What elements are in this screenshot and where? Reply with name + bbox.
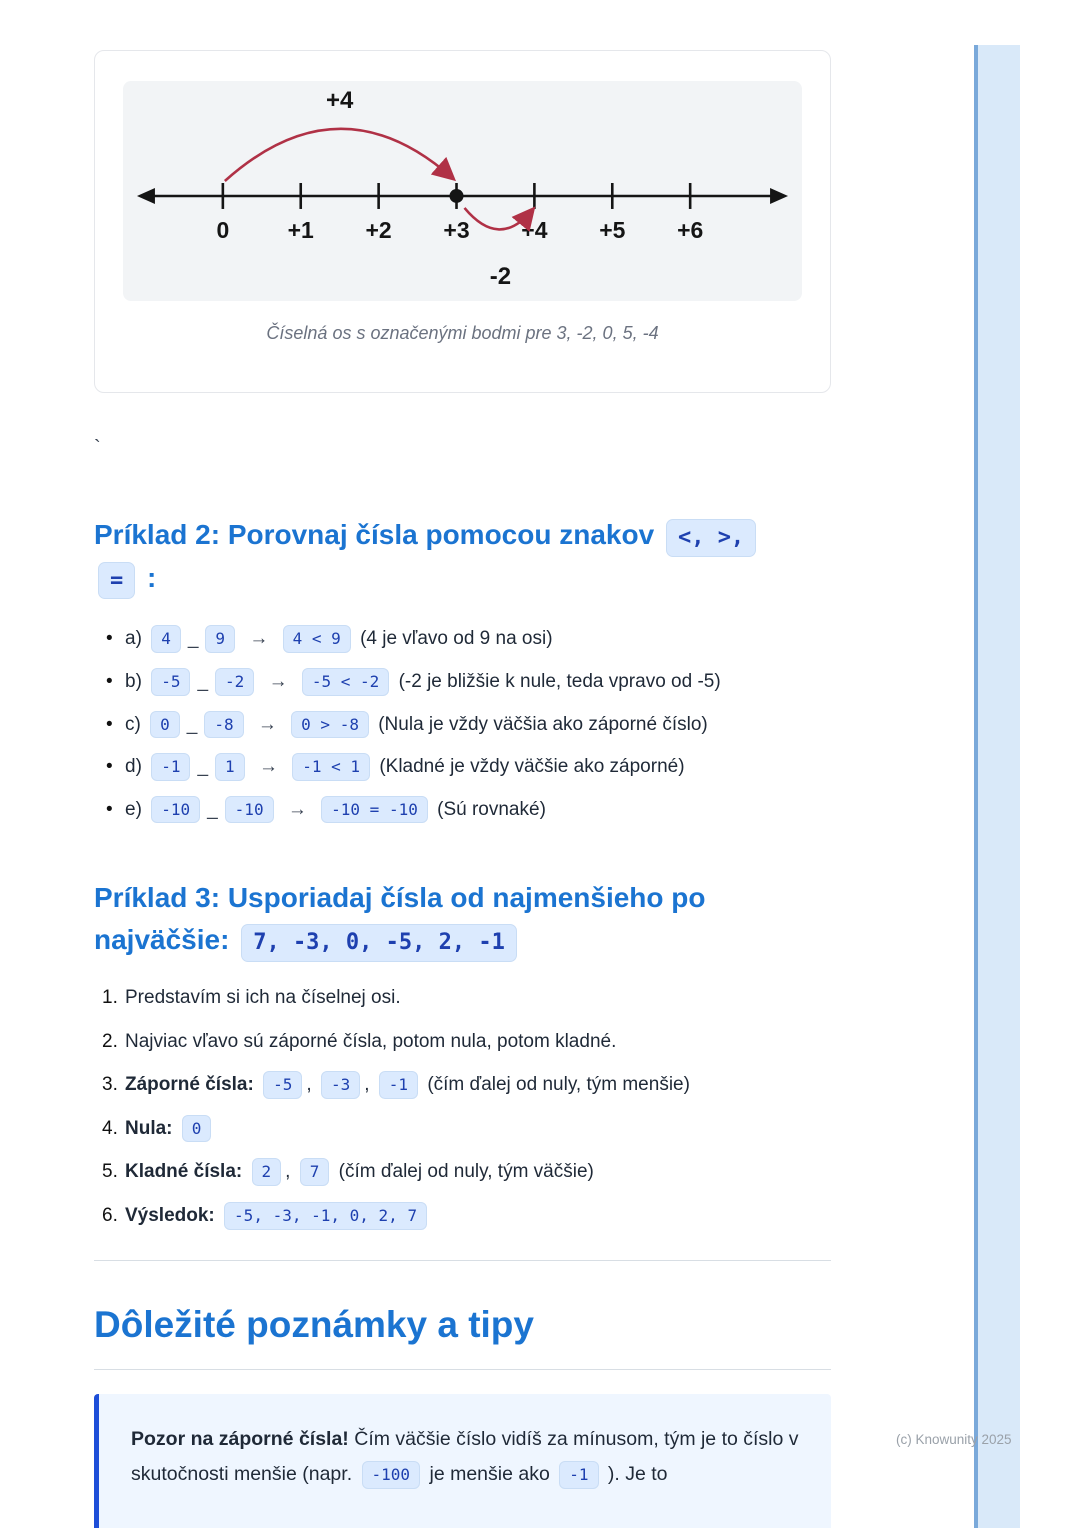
step-number: 1.: [102, 987, 118, 1009]
callout-bold-lead: Pozor na záporné čísla!: [131, 1427, 349, 1450]
step-label: Výsledok:: [125, 1204, 215, 1226]
tick-label: +5: [599, 216, 626, 243]
code-badge: -8: [204, 711, 243, 739]
bullet-marker: •: [106, 756, 113, 778]
example2-heading: [94, 514, 831, 599]
bullet-marker: •: [106, 798, 113, 820]
code-badge: 4: [151, 625, 181, 653]
step-number: 5.: [102, 1161, 118, 1183]
code-badge: 0: [150, 711, 180, 739]
tick-label: +6: [677, 216, 704, 243]
tick-label: +2: [365, 216, 392, 243]
tick-label: +3: [443, 216, 470, 243]
code-badge: -10: [225, 796, 274, 824]
figure-card: [94, 50, 831, 393]
section-divider: [94, 1260, 831, 1261]
list-item: • d) -1 _ 1 → -1 < 1 (Kladné je vždy väčšie ako záporné): [94, 753, 831, 781]
item-note: (Kladné je vždy väčšie ako záporné): [379, 756, 685, 778]
example3-title-line1: Príklad 3: Usporiadaj čísla od najmenšieho po: [94, 882, 706, 914]
item-note: (Nula je vždy väčšia ako záporné číslo): [378, 713, 708, 735]
code-badge: -3: [321, 1071, 360, 1099]
code-badge: -5: [263, 1071, 302, 1099]
bullet-marker: •: [106, 670, 113, 692]
code-badge: -5 < -2: [302, 668, 389, 696]
list-item: • e) -10 _ -10 → -10 = -10 (Sú rovnaké): [94, 796, 831, 824]
tick-label: 0: [216, 216, 230, 243]
arrow-glyph: →: [258, 756, 278, 778]
tick-label: +4: [521, 216, 548, 243]
step-item: 2. Najviac vľavo sú záporné čísla, potom nula, potom kladné.: [94, 1028, 831, 1056]
step-note: (čím ďalej od nuly, tým väčšie): [338, 1161, 594, 1183]
code-badge: 4 < 9: [283, 625, 351, 653]
step-number: 2.: [102, 1030, 118, 1052]
plus4-arc-label: +4: [326, 87, 354, 115]
step-label: Kladné čísla:: [125, 1161, 243, 1183]
list-item: • b) -5 _ -2 → -5 < -2 (-2 je bližšie k nule, teda vpravo od -5): [94, 668, 831, 696]
plus4-arc: [225, 129, 453, 181]
code-badge-equals: =: [98, 562, 135, 600]
code-badge: -5, -3, -1, 0, 2, 7: [224, 1202, 427, 1230]
marked-point-dot: [450, 189, 464, 203]
stray-backtick: `: [94, 437, 101, 459]
code-badge: 7: [300, 1158, 330, 1186]
code-badge: 0: [182, 1115, 212, 1143]
step-number: 6.: [102, 1204, 118, 1226]
step-item: [94, 1115, 831, 1143]
step-label: Záporné čísla:: [125, 1074, 254, 1096]
axis-arrow-right: [770, 188, 788, 204]
item-note: (4 je vľavo od 9 na osi): [360, 628, 553, 650]
figure-caption: Číselná os s označenými bodmi pre 3, -2, 0, 5, -4: [266, 323, 659, 343]
page-edge-band: [978, 45, 1020, 1528]
code-badge: -10 = -10: [321, 796, 428, 824]
code-badge: -1 < 1: [292, 753, 370, 781]
example3-heading: [94, 877, 831, 962]
arrow-glyph: →: [249, 628, 269, 650]
code-badge: -1: [151, 753, 190, 781]
step-note: (čím ďalej od nuly, tým menšie): [427, 1074, 690, 1096]
step-item: 1. Predstavím si ich na číselnej osi.: [94, 984, 831, 1012]
bullet-marker: •: [106, 713, 113, 735]
document-content: [94, 0, 831, 1528]
step-label: Nula:: [125, 1117, 173, 1139]
number-line-figure: [123, 86, 802, 296]
step-number: 3.: [102, 1074, 118, 1096]
code-badge: -100: [362, 1461, 421, 1489]
list-item: • a) 4 _ 9 → 4 < 9 (4 je vľavo od 9 na osi): [94, 625, 831, 653]
axis-arrow-left: [137, 188, 155, 204]
bullet-marker: •: [106, 628, 113, 650]
step-item: 5. Kladné čísla: 2 , 7 (čím ďalej od nuly, tým väčšie): [94, 1158, 831, 1186]
code-badge: -10: [151, 796, 200, 824]
example2-title-text: Príklad 2: Porovnaj čísla pomocou znakov: [94, 519, 655, 550]
code-badge: -5: [151, 668, 190, 696]
section-divider: [94, 1369, 831, 1370]
step-item: [94, 1202, 831, 1230]
callout-warning: Pozor na záporné čísla! Čím väčšie číslo vidíš za mínusom, tým je to číslo v skutočnosti menšie (napr. -100 je menšie ako -1 ). Je to: [94, 1394, 831, 1528]
tick-label: +1: [287, 216, 314, 243]
code-badge: -2: [215, 668, 254, 696]
item-note: (Sú rovnaké): [437, 798, 546, 820]
page-edge-line: [974, 45, 978, 1528]
arrow-glyph: →: [287, 798, 307, 820]
arrow-glyph: →: [268, 670, 288, 692]
arrow-glyph: →: [257, 713, 277, 735]
example2-title-tail: :: [147, 561, 157, 593]
notes-section-title: Dôležité poznámky a tipy: [94, 1303, 534, 1345]
code-badge-sequence: 7, -3, 0, -5, 2, -1: [241, 924, 517, 962]
code-badge: 2: [252, 1158, 282, 1186]
example3-title-line2: najväčšie:: [94, 924, 230, 956]
step-item: 3. Záporné čísla: -5 , -3 , -1 (čím ďalej od nuly, tým menšie): [94, 1071, 831, 1099]
example2-list: [94, 625, 831, 823]
example3-steps: [94, 984, 831, 1229]
code-badge: -1: [379, 1071, 418, 1099]
minus2-arc-label: -2: [489, 262, 512, 290]
code-badge: 9: [205, 625, 235, 653]
code-badge: 0 > -8: [291, 711, 369, 739]
footer-credit: (c) Knowunity 2025: [896, 1432, 1012, 1447]
code-badge: 1: [215, 753, 245, 781]
figure-image-area: [123, 81, 802, 301]
list-item: • c) 0 _ -8 → 0 > -8 (Nula je vždy väčšia ako záporné číslo): [94, 711, 831, 739]
code-badge-operators: <, >,: [666, 519, 756, 557]
code-badge: -1: [559, 1461, 598, 1489]
item-note: (-2 je bližšie k nule, teda vpravo od -5): [398, 670, 721, 692]
step-number: 4.: [102, 1117, 118, 1139]
